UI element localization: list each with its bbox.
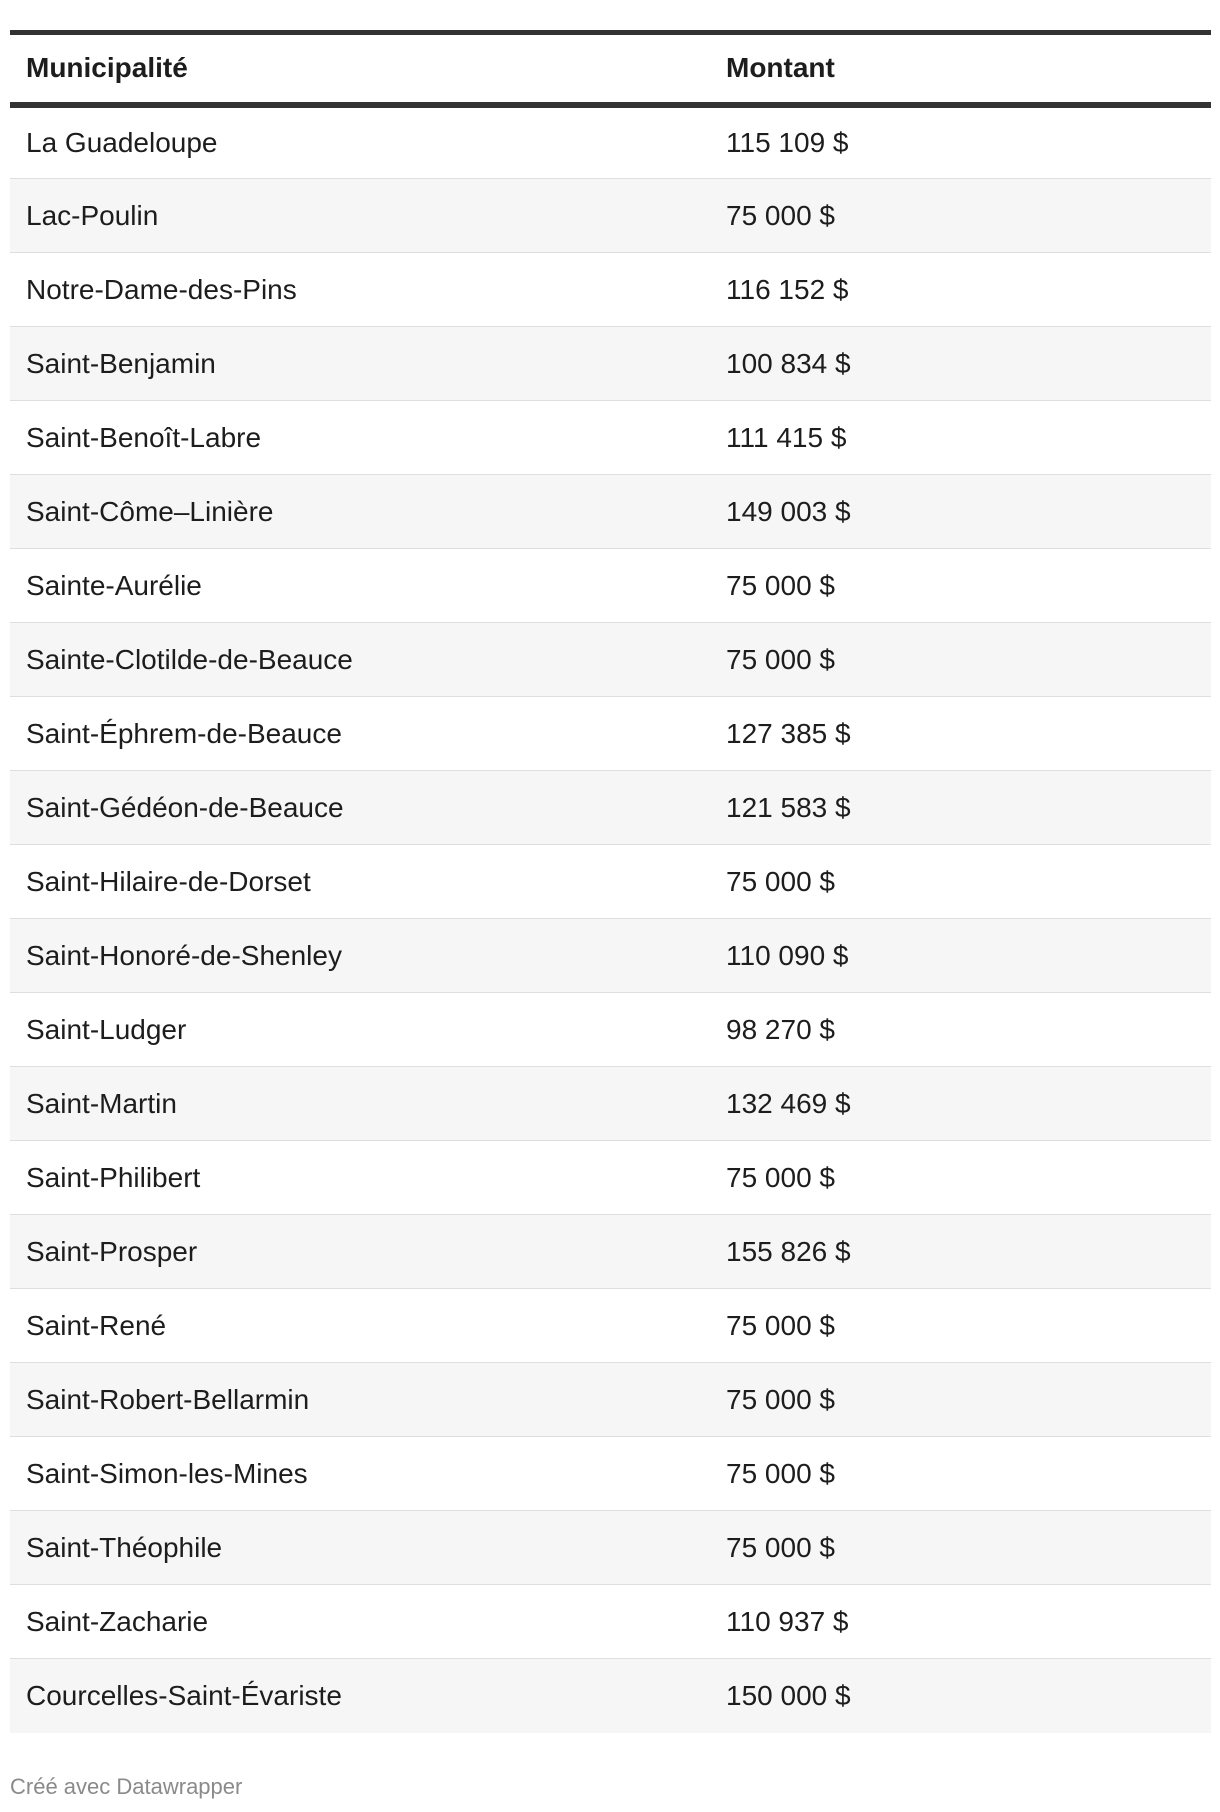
cell-municipalite: Saint-Éphrem-de-Beauce [10,697,710,771]
cell-montant: 75 000 $ [710,1289,1211,1363]
cell-municipalite: Saint-René [10,1289,710,1363]
cell-municipalite: Saint-Martin [10,1067,710,1141]
cell-municipalite: Saint-Robert-Bellarmin [10,1363,710,1437]
cell-municipalite: Courcelles-Saint-Évariste [10,1659,710,1733]
table-row [10,845,1211,919]
cell-municipalite: Saint-Hilaire-de-Dorset [10,845,710,919]
column-header-montant[interactable]: Montant [710,33,1211,105]
cell-municipalite: Sainte-Clotilde-de-Beauce [10,623,710,697]
cell-municipalite: Saint-Prosper [10,1215,710,1289]
cell-municipalite: Saint-Ludger [10,993,710,1067]
table-row [10,993,1211,1067]
table-body [10,105,1211,1733]
table-row [10,1511,1211,1585]
cell-montant: 111 415 $ [710,401,1211,475]
cell-municipalite: Saint-Honoré-de-Shenley [10,919,710,993]
table-row [10,253,1211,327]
table-row [10,1363,1211,1437]
cell-montant: 127 385 $ [710,697,1211,771]
cell-montant: 132 469 $ [710,1067,1211,1141]
table-row [10,697,1211,771]
table-row [10,105,1211,179]
cell-municipalite: Saint-Côme–Linière [10,475,710,549]
cell-montant: 75 000 $ [710,179,1211,253]
cell-montant: 100 834 $ [710,327,1211,401]
table-row [10,1067,1211,1141]
cell-montant: 75 000 $ [710,1437,1211,1511]
table-row [10,1289,1211,1363]
cell-montant: 110 090 $ [710,919,1211,993]
table-row [10,1437,1211,1511]
cell-montant: 98 270 $ [710,993,1211,1067]
cell-municipalite: Saint-Benjamin [10,327,710,401]
table-row [10,1659,1211,1733]
column-header-municipalite[interactable]: Municipalité [10,33,710,105]
table-row [10,1585,1211,1659]
table-row [10,475,1211,549]
cell-montant: 115 109 $ [710,105,1211,179]
table-row [10,771,1211,845]
cell-montant: 155 826 $ [710,1215,1211,1289]
cell-montant: 75 000 $ [710,549,1211,623]
table-header-row [10,33,1211,105]
cell-municipalite: Saint-Gédéon-de-Beauce [10,771,710,845]
table-row [10,179,1211,253]
cell-municipalite: Notre-Dame-des-Pins [10,253,710,327]
cell-municipalite: La Guadeloupe [10,105,710,179]
cell-montant: 75 000 $ [710,1511,1211,1585]
cell-montant: 116 152 $ [710,253,1211,327]
cell-municipalite: Saint-Zacharie [10,1585,710,1659]
table-row [10,549,1211,623]
cell-montant: 75 000 $ [710,1363,1211,1437]
cell-municipalite: Lac-Poulin [10,179,710,253]
cell-montant: 110 937 $ [710,1585,1211,1659]
table-row [10,327,1211,401]
table-row [10,919,1211,993]
table-row [10,1141,1211,1215]
table-row [10,623,1211,697]
table-row [10,401,1211,475]
table-row [10,1215,1211,1289]
data-table [10,30,1211,1733]
footer-credit[interactable]: Créé avec Datawrapper [10,1774,243,1799]
cell-municipalite: Saint-Simon-les-Mines [10,1437,710,1511]
cell-montant: 75 000 $ [710,1141,1211,1215]
cell-montant: 75 000 $ [710,845,1211,919]
cell-montant: 121 583 $ [710,771,1211,845]
cell-municipalite: Sainte-Aurélie [10,549,710,623]
cell-municipalite: Saint-Théophile [10,1511,710,1585]
cell-municipalite: Saint-Benoît-Labre [10,401,710,475]
cell-montant: 149 003 $ [710,475,1211,549]
cell-municipalite: Saint-Philibert [10,1141,710,1215]
cell-montant: 150 000 $ [710,1659,1211,1733]
cell-montant: 75 000 $ [710,623,1211,697]
